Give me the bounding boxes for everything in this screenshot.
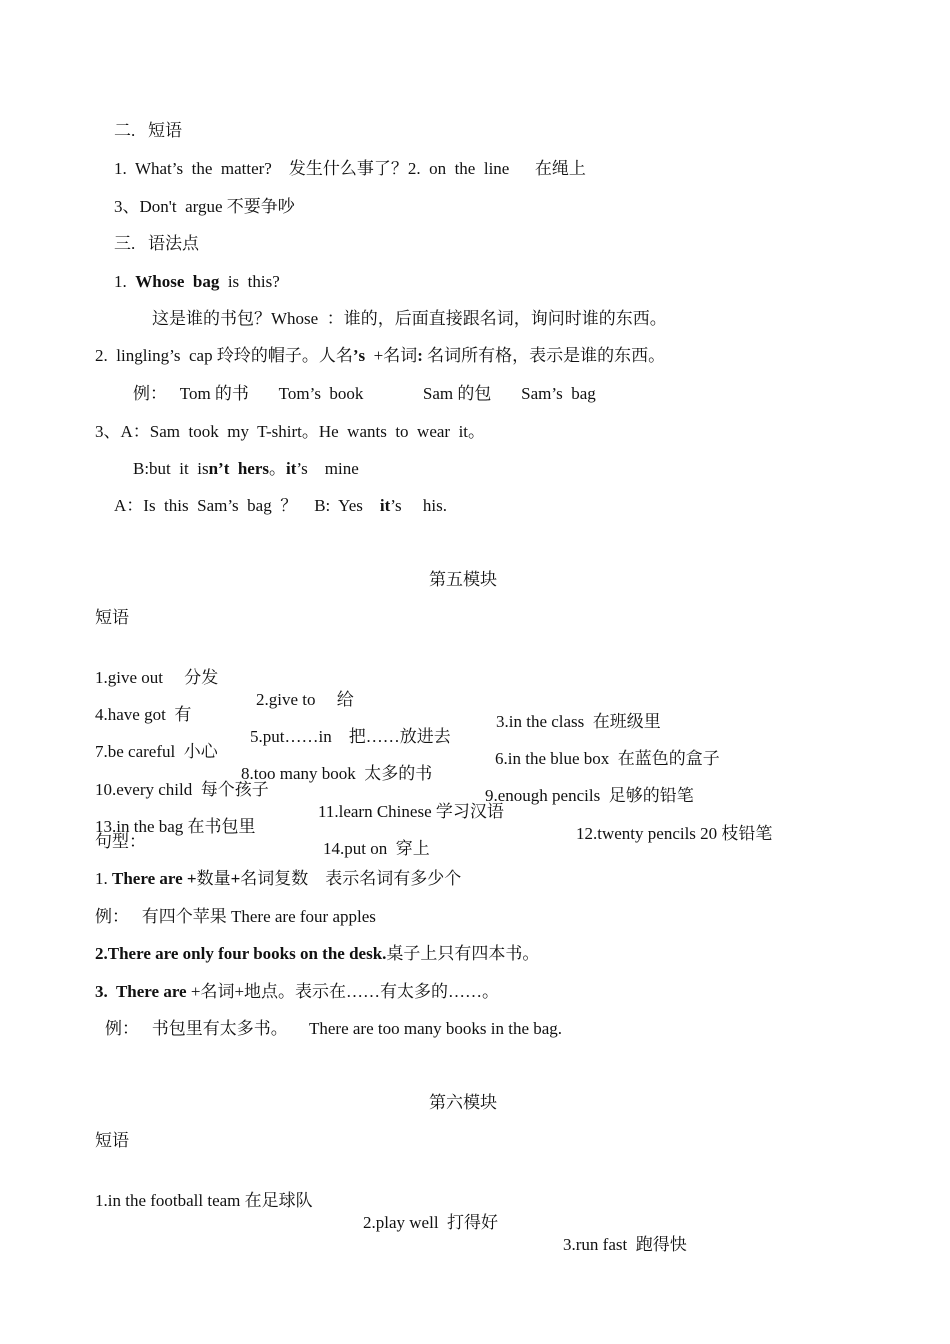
phrase-item: 1.give out 分发 (95, 668, 219, 687)
grammar-point-2-example: 例： Tom 的书 Tom’s book Sam 的包 Sam’s bag (133, 384, 596, 403)
text-segment: 数量 (196, 869, 231, 888)
phrase-item: 10.every child 每个孩子 (95, 780, 269, 799)
bold-segment: There are + (112, 869, 197, 888)
phrase-item: 6.in the blue box 在蓝色的盒子 (495, 749, 720, 768)
phrase-item: 9.enough pencils 足够的铅笔 (485, 786, 694, 805)
bold-segment: 3. There are (95, 982, 187, 1001)
text-segment: 桌子上只有四本书。 (386, 944, 540, 963)
text-segment: 1. (114, 272, 136, 291)
phrase-item: 4.have got 有 (95, 705, 192, 724)
text-segment: 1. (95, 869, 112, 888)
text-segment: is this? (219, 272, 280, 291)
grammar-point-3-line-2 (133, 458, 359, 480)
bold-segment: it (379, 496, 391, 515)
text-segment: ’s his. (390, 496, 447, 515)
module-five-heading: 第五模块 (429, 570, 497, 589)
bold-segment: n’t hers (208, 459, 270, 478)
sentence-pattern-3-example: 例： 书包里有太多书。 There are too many books in the bag. (105, 1019, 563, 1038)
text-segment: 2. lingling’s cap 玲玲的帽子。人名 (95, 346, 353, 365)
phrase-item: 8.too many book 太多的书 (241, 764, 433, 783)
module-six-phrases-label: 短语 (95, 1131, 129, 1150)
phrase-item: 5.put……in 把……放进去 (250, 727, 451, 746)
phrase-item: 13.in the bag 在书包里 (95, 817, 256, 836)
module-five-phrases-label: 短语 (95, 608, 129, 627)
section-two-line-1: 1. What’s the matter? 发生什么事了？2. on the line 在绳上 (114, 159, 586, 178)
sentence-pattern-2 (95, 943, 539, 965)
sentence-pattern-1 (95, 868, 461, 890)
phrase-item: 7.be careful 小心 (95, 742, 218, 761)
text-segment: ’s mine (296, 459, 359, 478)
text-segment: +名词 (365, 346, 418, 365)
phrase-item: 1.in the football team 在足球队 (95, 1191, 313, 1210)
section-three-title: 三. 语法点 (114, 234, 199, 253)
text-segment: 。 (269, 459, 287, 478)
text-segment: 名词所有格，表示是谁的东西。 (422, 346, 666, 365)
sentence-pattern-3 (95, 981, 499, 1003)
phrase-item: 11.learn Chinese 学习汉语 (318, 802, 504, 821)
bold-segment: : (417, 346, 423, 365)
sentence-pattern-1-example: 例： 有四个苹果 There are four apples (95, 907, 376, 926)
module-six-phrase-row-1 (95, 1168, 687, 1278)
bold-segment: Whose bag (135, 272, 220, 291)
bold-segment: it (286, 459, 297, 478)
phrase-item: 14.put on 穿上 (323, 839, 430, 858)
grammar-point-2 (95, 345, 665, 367)
bold-segment: 2.There are only four books on the desk. (95, 944, 387, 963)
section-two-title: 二. 短语 (114, 121, 182, 140)
section-two-line-2: 3、Don't argue 不要争吵 (114, 197, 295, 216)
grammar-point-1-explanation: 这是谁的书包？Whose ：谁的，后面直接跟名词，询问时谁的东西。 (152, 309, 667, 328)
bold-segment: + (230, 869, 241, 888)
text-segment: +名词+地点。表示在……有太多的……。 (186, 982, 500, 1001)
module-six-heading: 第六模块 (429, 1093, 497, 1112)
bold-segment: ’s (352, 346, 366, 365)
phrase-item: 2.play well 打得好 (363, 1213, 499, 1232)
text-segment: B:but it is (133, 459, 209, 478)
grammar-point-3-line-1: 3、A：Sam took my T-shirt。He wants to wear it。 (95, 422, 486, 441)
phrase-item: 12.twenty pencils 20 枝铅笔 (576, 824, 773, 843)
phrase-item: 2.give to 给 (256, 690, 354, 709)
grammar-point-3-line-3 (114, 495, 447, 517)
text-segment: A：Is this Sam’s bag ？ B: Yes (114, 496, 380, 515)
phrase-item: 3.in the class 在班级里 (496, 712, 661, 731)
phrase-item: 3.run fast 跑得快 (563, 1235, 687, 1254)
grammar-point-1 (114, 271, 280, 293)
module-five-patterns-label: 句型： (95, 832, 146, 851)
text-segment: 名词复数 表示名词有多少个 (240, 869, 462, 888)
